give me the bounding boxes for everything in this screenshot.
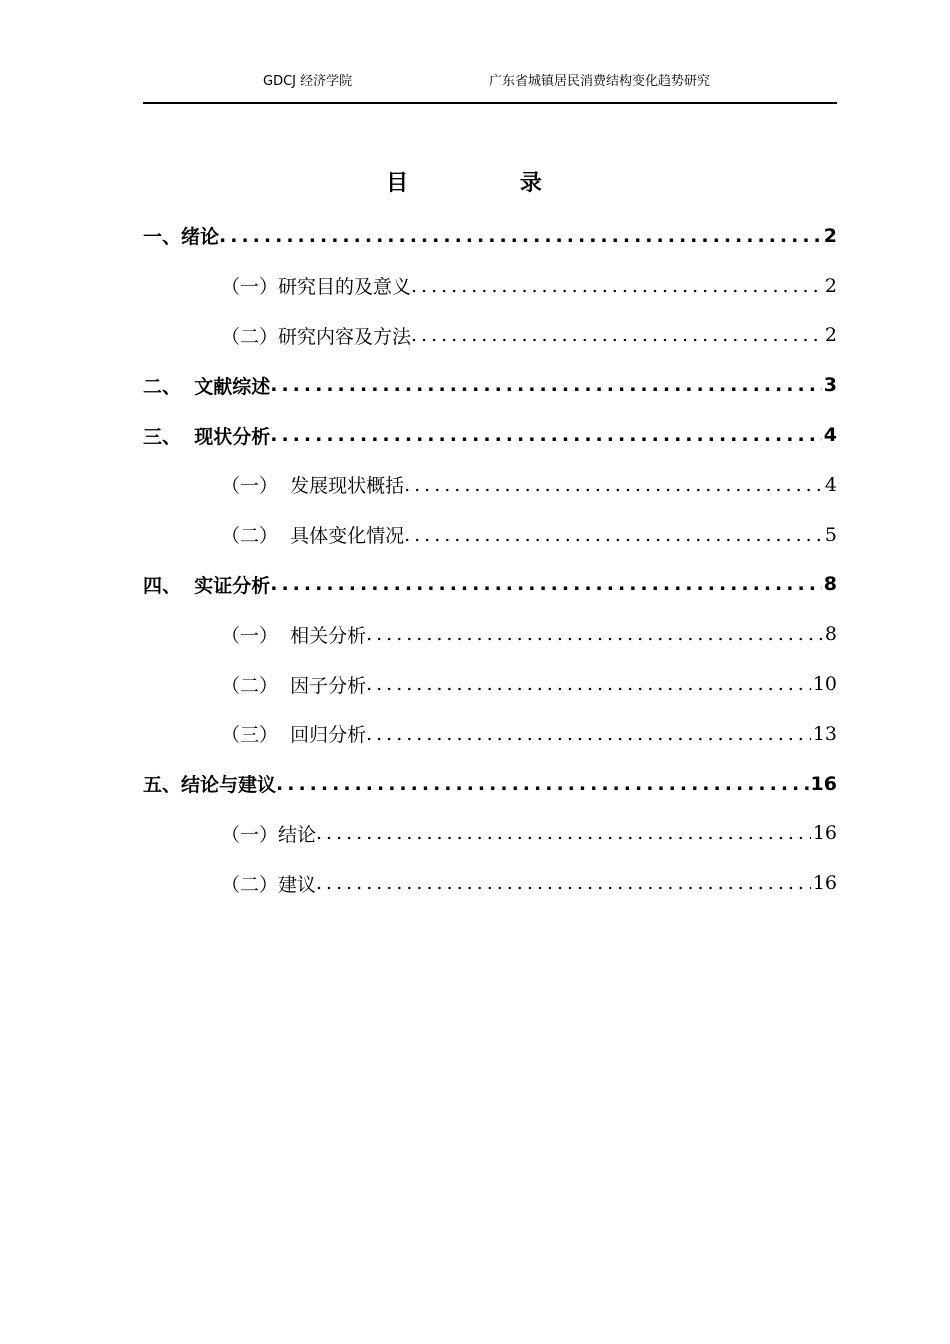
toc-entry-conclusion[interactable] [143,809,837,859]
toc-entry-page: 5 [824,523,837,546]
toc-entry-label: 二、 文献综述 [143,375,271,398]
toc-entry-page: 16 [810,772,837,795]
toc-entry-label: 四、 实证分析 [143,574,271,597]
toc-entry-factor-analysis[interactable] [143,659,837,709]
toc-entry-status-analysis[interactable] [143,410,837,460]
toc-entry-page: 2 [824,324,837,347]
toc-entry-page: 16 [812,822,837,845]
toc-leader-dots [270,573,822,595]
toc-leader-dots [366,623,823,645]
header-school: GDCJ 经济学院 [263,74,353,89]
toc-title: 目 录 [386,171,594,196]
header-divider [143,102,837,104]
toc-entry-label: 三、 现状分析 [143,425,271,448]
toc-entry-page: 4 [823,424,837,447]
toc-entry-regression-analysis[interactable] [143,709,837,759]
toc-entry-label: 一、绪论 [143,226,220,249]
toc-entry-page: 2 [824,274,837,297]
toc-entry-page: 10 [812,673,837,696]
toc-entry-empirical-analysis[interactable] [143,560,837,610]
toc-entry-literature-review[interactable] [143,360,837,410]
toc-leader-dots [219,225,822,247]
toc-leader-dots [366,673,811,695]
toc-entry-purpose[interactable] [143,261,837,311]
toc-entry-suggestions[interactable] [143,858,837,908]
toc-leader-dots [276,773,809,795]
toc-entry-label: （二）建议 [221,873,317,896]
toc-entry-page: 8 [824,623,837,646]
toc-leader-dots [404,524,823,546]
toc-leader-dots [316,872,811,894]
toc-entry-correlation-analysis[interactable] [143,609,837,659]
header-paper-title: 广东省城镇居民消费结构变化趋势研究 [489,74,711,89]
toc-leader-dots [404,474,823,496]
toc-leader-dots [270,374,822,396]
toc-entry-label: 五、结论与建议 [143,774,277,797]
toc-entry-page: 3 [823,374,837,397]
toc-entry-content-method[interactable] [143,311,837,361]
toc-entry-label: （三） 回归分析 [221,724,367,747]
toc-entry-page: 4 [824,473,837,496]
toc-entry-label: （一）研究目的及意义 [221,276,412,299]
toc-entry-label: （一） 发展现状概括 [221,475,405,498]
toc-entry-page: 13 [812,722,837,745]
toc-entry-page: 16 [812,872,837,895]
toc-entry-label: （二） 因子分析 [221,674,367,697]
toc-leader-dots [411,275,823,297]
toc-leader-dots [270,424,822,446]
toc-entry-page: 8 [823,573,837,596]
toc-entry-introduction[interactable] [143,211,837,261]
toc-leader-dots [366,723,811,745]
toc-leader-dots [411,324,823,346]
toc-entry-page: 2 [823,224,837,247]
table-of-contents [143,211,837,908]
toc-leader-dots [316,822,811,844]
toc-entry-label: （二） 具体变化情况 [221,525,405,548]
toc-entry-development-overview[interactable] [143,460,837,510]
toc-entry-label: （一）结论 [221,823,317,846]
toc-entry-label: （二）研究内容及方法 [221,325,412,348]
page-header [143,68,837,92]
toc-entry-label: （一） 相关分析 [221,624,367,647]
toc-entry-conclusion-suggestions[interactable] [143,759,837,809]
toc-entry-specific-changes[interactable] [143,510,837,560]
